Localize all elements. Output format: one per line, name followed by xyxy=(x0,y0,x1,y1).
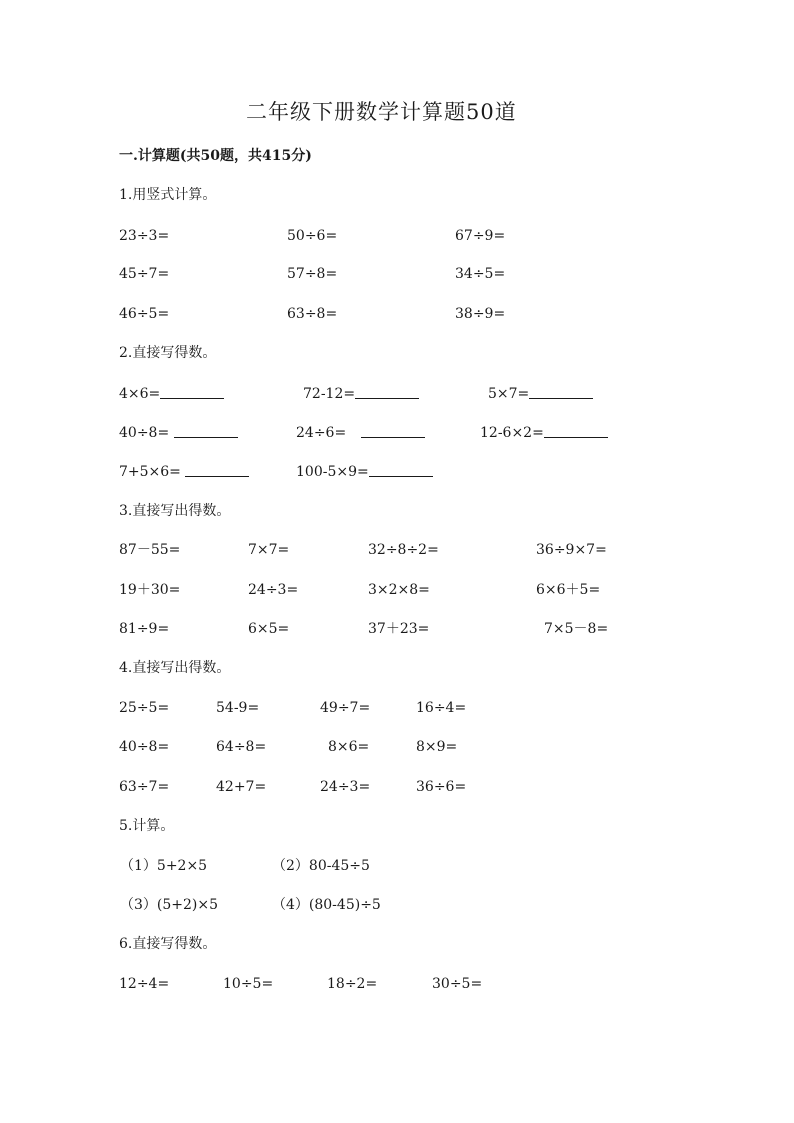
q6-item: 18÷2= xyxy=(327,976,378,992)
q3-item: 32÷8÷2= xyxy=(368,542,439,558)
q2-expression: 72-12= xyxy=(303,386,356,402)
q1-item: 46÷5= xyxy=(119,306,170,322)
q6-item: 12÷4= xyxy=(119,976,170,992)
q4-item: 24÷3= xyxy=(320,779,371,795)
q3-item: 87－55= xyxy=(119,542,181,558)
q2-expression: 5×7= xyxy=(488,386,530,402)
q3-item: 24÷3= xyxy=(248,582,299,598)
answer-blank[interactable] xyxy=(174,436,238,438)
q3-item: 6×6＋5= xyxy=(536,582,601,598)
question-3-heading: 3.直接写出得数。 xyxy=(119,503,231,519)
q5-item: （2）80-45÷5 xyxy=(272,858,370,874)
q2-item xyxy=(296,426,425,440)
q6-item: 10÷5= xyxy=(223,976,274,992)
q3-item: 7×7= xyxy=(248,542,290,558)
q3-item: 19＋30= xyxy=(119,582,181,598)
q2-item xyxy=(488,387,593,401)
section-heading: 一.计算题(共50题，共415分) xyxy=(119,148,312,164)
question-5-heading: 5.计算。 xyxy=(119,818,175,834)
answer-blank[interactable] xyxy=(544,436,608,438)
answer-blank[interactable] xyxy=(361,436,425,438)
q2-item xyxy=(119,465,249,479)
q4-item: 16÷4= xyxy=(416,700,467,716)
q1-item: 45÷7= xyxy=(119,266,170,282)
answer-blank[interactable] xyxy=(355,397,419,399)
q6-item: 30÷5= xyxy=(432,976,483,992)
q2-expression: 40÷8= xyxy=(119,425,174,441)
q2-expression: 7+5×6= xyxy=(119,464,186,480)
q4-item: 36÷6= xyxy=(416,779,467,795)
q1-item: 23÷3= xyxy=(119,228,170,244)
answer-blank[interactable] xyxy=(529,397,593,399)
q5-item: （3）(5+2)×5 xyxy=(120,897,219,913)
q2-expression: 12-6×2= xyxy=(480,425,544,441)
q1-item: 34÷5= xyxy=(455,266,506,282)
question-2-heading: 2.直接写得数。 xyxy=(119,345,217,361)
q3-item: 36÷9×7= xyxy=(536,542,607,558)
q2-expression: 100-5×9= xyxy=(296,464,369,480)
q1-item: 50÷6= xyxy=(287,228,338,244)
q2-item xyxy=(119,426,238,440)
question-1-heading: 1.用竖式计算。 xyxy=(119,187,217,203)
q2-item xyxy=(119,387,224,401)
q4-item: 25÷5= xyxy=(119,700,170,716)
q3-item: 6×5= xyxy=(248,621,290,637)
q1-item: 63÷8= xyxy=(287,306,338,322)
q4-item: 8×9= xyxy=(416,739,458,755)
q2-expression: 24÷6= xyxy=(296,425,351,441)
q2-item xyxy=(480,426,608,440)
q1-item: 38÷9= xyxy=(455,306,506,322)
answer-blank[interactable] xyxy=(369,475,433,477)
question-4-heading: 4.直接写出得数。 xyxy=(119,660,231,676)
q3-item: 3×2×8= xyxy=(368,582,430,598)
q3-item: 7×5－8= xyxy=(544,621,609,637)
q2-expression: 4×6= xyxy=(119,386,161,402)
q1-item: 67÷9= xyxy=(455,228,506,244)
q4-item: 40÷8= xyxy=(119,739,170,755)
q5-item: （4）(80-45)÷5 xyxy=(272,897,381,913)
question-6-heading: 6.直接写得数。 xyxy=(119,936,217,952)
q4-item: 63÷7= xyxy=(119,779,170,795)
q4-item: 49÷7= xyxy=(320,700,371,716)
q4-item: 64÷8= xyxy=(216,739,267,755)
q4-item: 8×6= xyxy=(328,739,370,755)
q2-item xyxy=(296,465,433,479)
answer-blank[interactable] xyxy=(185,475,249,477)
q3-item: 37＋23= xyxy=(368,621,430,637)
q3-item: 81÷9= xyxy=(119,621,170,637)
q5-item: （1）5+2×5 xyxy=(120,858,208,874)
q2-item xyxy=(303,387,419,401)
answer-blank[interactable] xyxy=(160,397,224,399)
page-title: 二年级下册数学计算题50道 xyxy=(246,100,517,124)
q4-item: 54-9= xyxy=(216,700,260,716)
q4-item: 42+7= xyxy=(216,779,267,795)
q1-item: 57÷8= xyxy=(287,266,338,282)
